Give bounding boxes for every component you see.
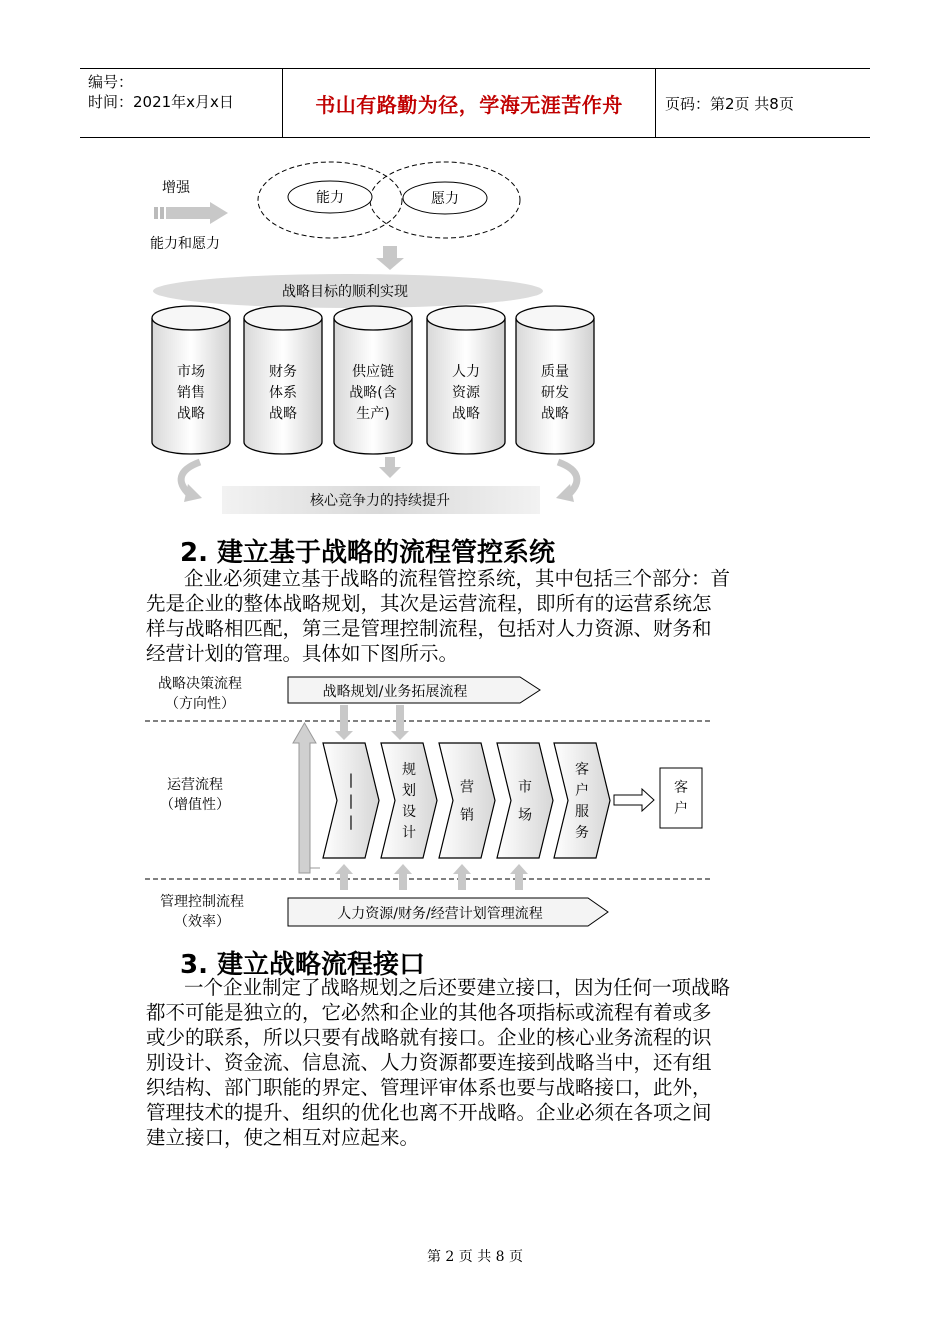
chevron-2-line-4: 计 xyxy=(402,825,416,841)
customer-label-2: 户 xyxy=(674,801,688,817)
down-arrow-icon xyxy=(376,246,404,270)
header-motto-cell xyxy=(282,69,656,137)
ability-label: 能力 xyxy=(316,190,344,206)
cylinder-1-line-1: 市场 xyxy=(177,364,205,380)
chevron-5-line-1: 客 xyxy=(575,762,589,778)
chevron-2-line-3: 设 xyxy=(402,804,416,820)
section2-line-4: 经营计划的管理。具体如下图所示。 xyxy=(146,642,459,665)
bottom-up-arrow-1-icon xyxy=(335,864,353,890)
strategy-diagram xyxy=(140,160,610,525)
chevron-2-line-2: 划 xyxy=(402,783,416,799)
chevron-4-line-2: 场 xyxy=(518,807,532,824)
strategy-cylinder-2 xyxy=(244,306,322,454)
operation-chevron-4 xyxy=(497,743,553,858)
small-down-arrow-icon xyxy=(379,457,401,478)
cylinder-1-line-2: 销售 xyxy=(177,385,205,401)
page-footer: 第 2 页 共 8 页 xyxy=(426,1249,524,1265)
cylinder-2-line-1: 财务 xyxy=(269,364,297,380)
section3-line-7: 建立接口，使之相互对应起来。 xyxy=(146,1126,420,1149)
section2-paragraph xyxy=(146,566,816,666)
chevron-3-line-2: 销 xyxy=(460,807,474,824)
operation-process-label: 运营流程 xyxy=(167,777,223,793)
enhance-arrow-icon xyxy=(154,202,228,224)
section3-line-6: 管理技术的提升、组织的优化也离不开战略。企业必须在各项之间 xyxy=(146,1101,712,1124)
chevron-5-line-4: 务 xyxy=(575,825,589,841)
core-competence-label: 核心竞争力的持续提升 xyxy=(310,493,450,509)
strategy-cylinders xyxy=(152,306,594,454)
cylinder-3-line-1: 供应链 xyxy=(352,364,394,380)
cylinder-4-line-2: 资源 xyxy=(452,385,480,401)
section3-line-2: 都不可能是独立的，它必然和企业的其他各项指标或流程有着或多 xyxy=(146,1001,712,1024)
goal-banner-label: 战略目标的顺利实现 xyxy=(282,284,408,300)
efficiency-label: （效率） xyxy=(174,914,230,930)
section3-line-1 xyxy=(146,975,816,1000)
cylinder-2-line-3: 战略 xyxy=(269,406,297,422)
customer-box xyxy=(660,768,702,828)
chevron-4-line-1: 市 xyxy=(518,779,532,796)
strategy-cylinder-1 xyxy=(152,306,230,454)
cylinder-3-line-3: 生产) xyxy=(356,406,390,422)
time-label: 时间：2021年x月x日 xyxy=(88,93,234,111)
strategy-cylinder-5 xyxy=(516,306,594,454)
operation-chevron-3 xyxy=(439,743,495,858)
strategy-cylinder-4 xyxy=(427,306,505,454)
bottom-up-arrow-3-icon xyxy=(453,864,471,890)
page-label: 页码：第2页 共8页 xyxy=(665,94,794,113)
cylinder-4-line-3: 战略 xyxy=(452,406,480,422)
cylinder-5-line-1: 质量 xyxy=(541,364,569,380)
cylinder-4-line-1: 人力 xyxy=(452,364,480,380)
willingness-label: 愿力 xyxy=(431,191,459,207)
top-down-arrow-1-icon xyxy=(335,705,353,740)
chevron-3-line-1: 营 xyxy=(460,779,474,796)
chevron-1-line-1: | xyxy=(348,772,354,789)
cylinder-2-line-2: 体系 xyxy=(269,385,297,401)
section3-line-4: 别设计、资金流、信息流、人力资源都要连接到战略当中，还有组 xyxy=(146,1051,712,1074)
to-customer-arrow-icon xyxy=(614,789,654,811)
management-control-label: 管理控制流程 xyxy=(160,894,244,910)
chevron-1-line-2: | xyxy=(348,793,354,810)
section2-line-3: 样与战略相匹配，第三是管理控制流程，包括对人力资源、财务和 xyxy=(146,617,712,640)
top-down-arrow-2-icon xyxy=(391,705,409,740)
section3-line-1-text: 一个企业制定了战略规划之后还要建立接口，因为任何一项战略 xyxy=(184,976,731,999)
chevron-5-line-3: 服 xyxy=(575,804,589,820)
bottom-up-arrow-2-icon xyxy=(394,864,412,890)
value-added-label: （增值性） xyxy=(160,797,230,813)
ability-willingness-label: 能力和愿力 xyxy=(150,236,220,252)
section3-line-5: 织结构、部门职能的界定、管理评审体系也要与战略接口，此外， xyxy=(146,1076,712,1099)
number-label: 编号： xyxy=(88,73,134,91)
section3-paragraph xyxy=(146,975,816,1150)
bottom-up-arrow-4-icon xyxy=(510,864,528,890)
cylinder-3-line-2: 战略(含 xyxy=(349,385,397,401)
feedback-up-arrow-icon xyxy=(293,723,316,873)
strategy-cylinder-3 xyxy=(334,306,412,454)
chevron-1-line-3: | xyxy=(348,814,354,831)
cylinder-1-line-3: 战略 xyxy=(177,406,205,422)
section2-line-1-text: 企业必须建立基于战略的流程管控系统，其中包括三个部分：首 xyxy=(184,567,731,590)
section3-line-3: 或少的联系，所以只要有战略就有接口。企业的核心业务流程的识 xyxy=(146,1026,712,1049)
strategy-planning-label: 战略规划/业务拓展流程 xyxy=(322,684,468,700)
operation-chevrons xyxy=(323,743,610,858)
management-process-label: 人力资源/财务/经营计划管理流程 xyxy=(337,906,543,922)
enhance-label: 增强 xyxy=(162,180,190,196)
chevron-2-line-1: 规 xyxy=(402,762,416,778)
top-down-arrows xyxy=(335,705,409,740)
header-left-cell xyxy=(80,69,282,137)
page-header xyxy=(80,68,870,138)
decision-process-label: 战略决策流程 xyxy=(158,676,242,692)
cylinder-5-line-2: 研发 xyxy=(541,385,569,401)
bottom-up-arrows xyxy=(335,864,528,890)
section2-line-1 xyxy=(146,566,816,591)
section3-heading: 3. 建立战略流程接口 xyxy=(180,950,426,980)
header-page-cell xyxy=(655,69,870,137)
cylinder-5-line-3: 战略 xyxy=(541,406,569,422)
process-control-diagram xyxy=(140,668,720,938)
section2-heading: 2. 建立基于战略的流程管控系统 xyxy=(180,538,556,568)
section2-line-2: 先是企业的整体战略规划，其次是运营流程，即所有的运营系统怎 xyxy=(146,592,712,615)
customer-label-1: 客 xyxy=(674,780,688,796)
chevron-5-line-2: 户 xyxy=(575,783,589,799)
direction-label: （方向性） xyxy=(165,696,235,712)
motto: 书山有路勤为径，学海无涯苦作舟 xyxy=(315,92,623,117)
